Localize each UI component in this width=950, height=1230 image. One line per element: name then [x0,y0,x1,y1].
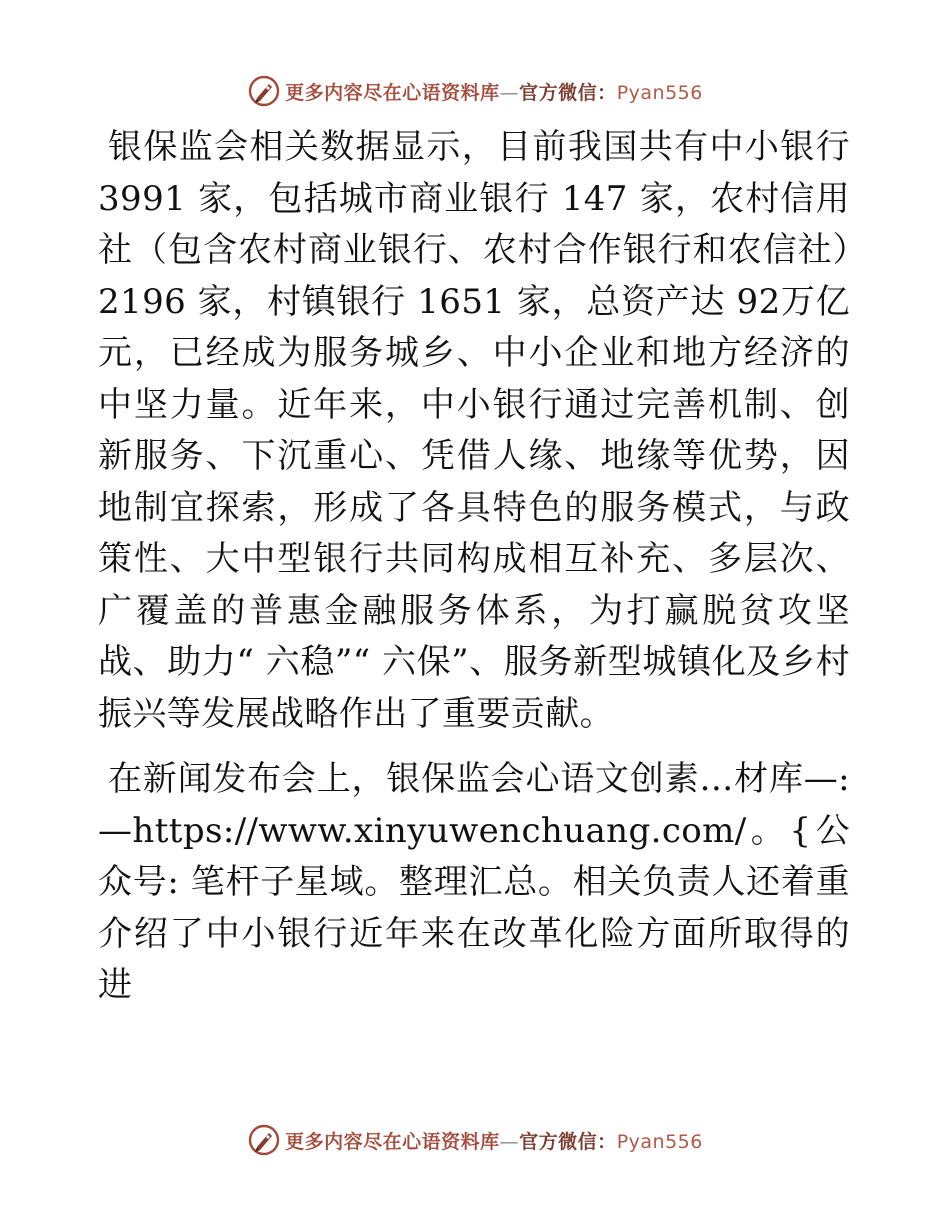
footer-banner [0,1120,950,1160]
header-banner-wechat-label: 官方微信： [519,81,617,104]
document-body [98,122,850,1012]
footer-banner-dash: — [499,1130,520,1153]
header-banner-title: 更多内容尽在心语资料库 [285,81,500,104]
pen-nib-logo-icon [247,74,281,108]
paragraph-2: 在新闻发布会上，银保监会心语文创素…材库—: —https://www.xinyuwenchuang.com/。{公众号: 笔杆子星域。整理汇总。相关负责人还着重介绍了中小银行近年来在改革化险方面所取得的进 [98,759,850,1005]
footer-banner-text [285,1127,703,1154]
pen-nib-logo-icon [247,1123,281,1157]
header-banner [0,71,950,111]
paragraph-1: 银保监会相关数据显示，目前我国共有中小银行3991 家，包括城市商业银行 147 家，农村信用社（包含农村商业银行、农村合作银行和农信社）2196 家，村镇银行 1651 家，总资产达 92万亿元，已经成为服务城乡、中小企业和地方经济的中坚力量。近年来，中小银行通过完善机制、创新服务、下沉重心、凭借人缘、地缘等优势，因地制宜探索，形成了各具特色的服务模式，与政策性、大中型银行共同构成相互补充、多层次、广覆盖的普惠金融服务体系，为打赢脱贫攻坚战、助力“ 六稳”“ 六保”、服务新型城镇化及乡村振兴等发展战略作出了重要贡献。 [98,127,850,734]
header-banner-text [285,78,703,105]
footer-banner-wechat-label: 官方微信： [519,1130,617,1153]
footer-banner-wechat-id: Pyan556 [616,1130,703,1153]
header-banner-wechat-id: Pyan556 [616,81,703,104]
header-banner-dash: — [499,81,520,104]
footer-banner-title: 更多内容尽在心语资料库 [285,1130,500,1153]
